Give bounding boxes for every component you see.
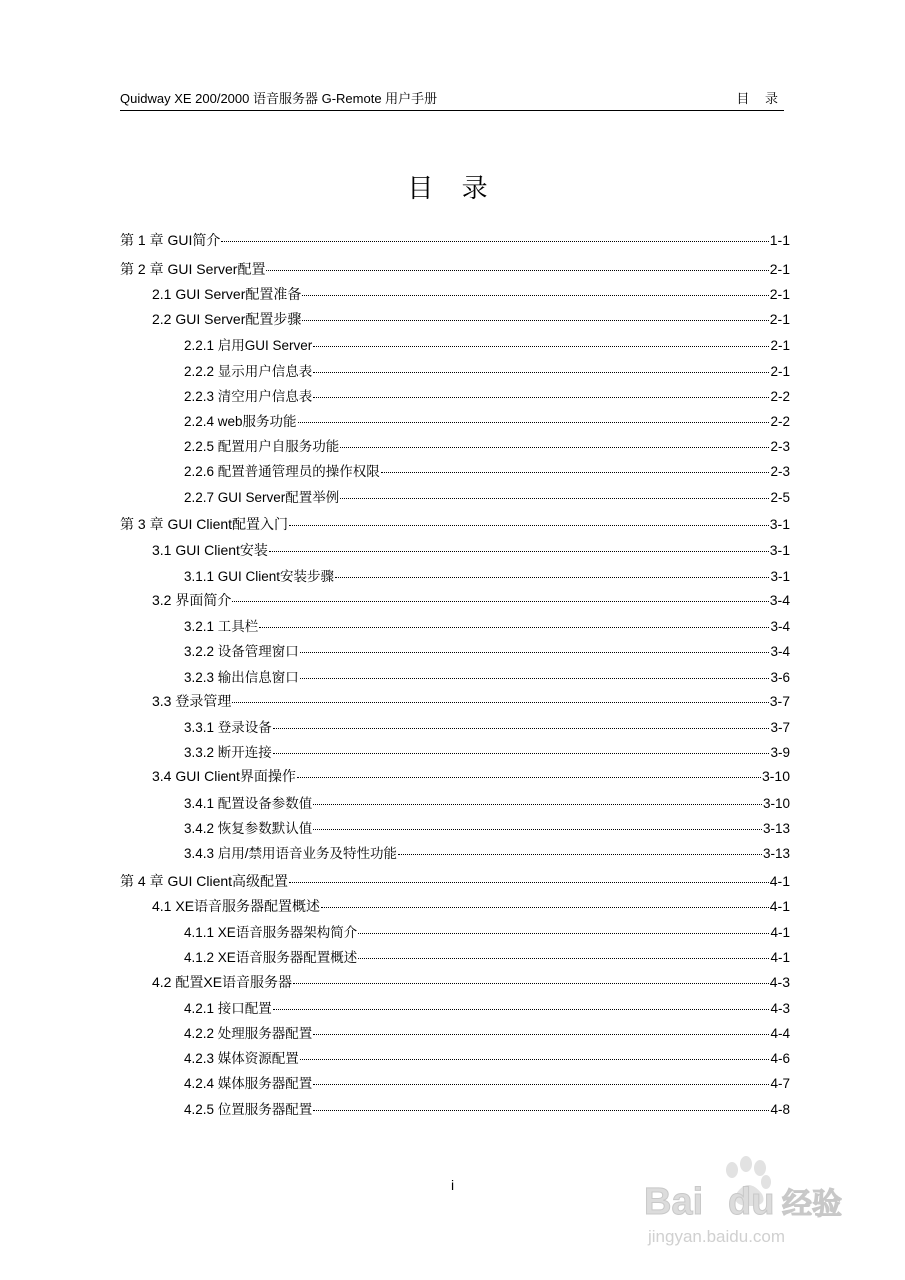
toc-entry-page: 4-3: [770, 1000, 790, 1016]
toc-dot-leader: [266, 270, 768, 271]
toc-entry[interactable]: [184, 565, 790, 585]
toc-entry-page: 4-1: [770, 925, 790, 941]
toc-entry-page: 4-1: [769, 898, 790, 914]
toc-entry[interactable]: [184, 1047, 790, 1067]
toc-entry-label: 3.3.2 断开连接: [184, 745, 272, 761]
toc-entry-label: 3.3 登录管理: [152, 692, 232, 709]
toc-entry-page: 2-1: [769, 286, 790, 302]
toc-entry-page: 3-7: [770, 720, 790, 735]
toc-entry-page: 3-4: [769, 592, 790, 608]
toc-entry[interactable]: [184, 486, 790, 506]
toc-entry-page: 3-4: [770, 644, 790, 660]
toc-entry-label: 3.2.1 工具栏: [184, 619, 259, 635]
toc-dot-leader: [297, 777, 761, 778]
toc-dot-leader: [269, 551, 769, 552]
toc-entry[interactable]: [184, 410, 790, 430]
toc-entry[interactable]: [184, 842, 790, 862]
toc-entry-page: 2-1: [769, 311, 790, 328]
toc-entry-page: 2-3: [770, 464, 790, 480]
toc-dot-leader: [289, 525, 769, 526]
toc-dot-leader: [340, 447, 769, 448]
toc-entry-label: 3.3.1 登录设备: [184, 720, 272, 735]
toc-entry-label: 4.2 配置XE语音服务器: [152, 973, 293, 990]
toc-dot-leader: [381, 472, 770, 473]
toc-entry[interactable]: [184, 615, 790, 635]
toc-dot-leader: [358, 933, 769, 934]
toc-entry-page: 3-1: [769, 516, 790, 533]
toc-entry-label: 4.2.1 接口配置: [184, 1000, 272, 1016]
page-header: [120, 88, 784, 111]
toc-entry-page: 2-1: [770, 338, 790, 354]
toc-entry-page: 1-1: [769, 232, 790, 248]
toc-entry-page: 2-1: [770, 363, 790, 379]
toc-entry-label: 3.4.2 恢复参数默认值: [184, 820, 313, 836]
toc-entry-label: 4.1 XE语音服务器配置概述: [152, 898, 321, 914]
toc-entry[interactable]: [152, 766, 790, 786]
toc-entry-page: 3-1: [770, 568, 790, 584]
toc-dot-leader: [221, 241, 768, 242]
toc-entry[interactable]: [184, 460, 790, 480]
toc-entry-label: 4.2.3 媒体资源配置: [184, 1051, 299, 1067]
toc-entry-label: 4.2.2 处理服务器配置: [184, 1026, 313, 1041]
toc-entry[interactable]: [120, 259, 790, 279]
toc-entry[interactable]: [120, 514, 790, 534]
toc-entry[interactable]: [184, 921, 790, 941]
toc-dot-leader: [298, 422, 770, 423]
toc-entry[interactable]: [184, 334, 790, 354]
toc-dot-leader: [273, 728, 770, 729]
toc-dot-leader: [300, 678, 770, 679]
toc-entry[interactable]: [152, 590, 790, 610]
toc-dot-leader: [313, 804, 762, 805]
toc-entry-label: 3.4 GUI Client界面操作: [152, 768, 296, 785]
toc-entry-label: 2.2 GUI Server配置步骤: [152, 311, 302, 328]
toc-entry[interactable]: [184, 360, 790, 380]
toc-dot-leader: [313, 346, 769, 347]
toc-dot-leader: [340, 498, 769, 499]
toc-entry-label: 第 3 章 GUI Client配置入门: [120, 516, 289, 533]
toc-entry[interactable]: [184, 716, 790, 736]
toc-entry-page: 4-8: [770, 1101, 790, 1117]
toc-entry[interactable]: [152, 972, 790, 992]
toc-entry[interactable]: [184, 640, 790, 660]
toc-entry-page: 3-4: [770, 619, 790, 635]
toc-entry[interactable]: [184, 997, 790, 1017]
toc-dot-leader: [313, 397, 769, 398]
toc-entry-label: 2.2.7 GUI Server配置举例: [184, 489, 340, 505]
toc-entry-label: 2.2.3 清空用户信息表: [184, 388, 313, 404]
toc-entry[interactable]: [184, 1022, 790, 1042]
toc-entry-page: 2-2: [770, 388, 790, 404]
toc-entry-label: 第 2 章 GUI Server配置: [120, 260, 266, 277]
toc-entry[interactable]: [184, 741, 790, 761]
svg-text:du: du: [728, 1181, 775, 1223]
page-number: i: [450, 1177, 455, 1193]
toc-entry[interactable]: [184, 435, 790, 455]
toc-entry-page: 4-1: [769, 872, 790, 889]
toc-entry-page: 2-1: [769, 260, 790, 277]
toc-entry-page: 4-7: [770, 1076, 790, 1092]
toc-entry[interactable]: [184, 666, 790, 686]
toc-entry-label: 2.2.6 配置普通管理员的操作权限: [184, 464, 380, 480]
toc-entry-label: 4.2.4 媒体服务器配置: [184, 1076, 313, 1092]
toc-entry-page: 3-1: [769, 541, 790, 558]
svg-text:Bai: Bai: [644, 1181, 704, 1223]
toc-entry[interactable]: [152, 309, 790, 329]
toc-dot-leader: [273, 1009, 770, 1010]
toc-entry-label: 3.4.3 启用/禁用语音业务及特性功能: [184, 846, 398, 861]
toc-entry-label: 2.2.1 启用GUI Server: [184, 338, 313, 354]
toc-entry[interactable]: [152, 896, 790, 916]
toc-entry[interactable]: [184, 385, 790, 405]
toc-entry-page: 3-13: [762, 846, 790, 861]
toc-entry-page: 3-6: [770, 669, 790, 685]
toc-entry-label: 3.4.1 配置设备参数值: [184, 795, 313, 811]
toc-entry-page: 3-9: [770, 745, 790, 761]
svg-text:经验: 经验: [782, 1187, 842, 1222]
toc-dot-leader: [302, 320, 768, 321]
toc-entry-page: 4-4: [770, 1026, 790, 1041]
toc-entry-label: 3.2.2 设备管理窗口: [184, 644, 299, 660]
baidu-jingyan-watermark: [640, 1150, 860, 1250]
toc-dot-leader: [335, 577, 769, 578]
toc-entry[interactable]: [152, 691, 790, 711]
toc-entry-page: 3-10: [761, 768, 790, 785]
toc-entry-label: 第 1 章 GUI简介: [120, 232, 221, 248]
toc-entry[interactable]: [152, 540, 790, 560]
toc-dot-leader: [273, 753, 770, 754]
toc-entry-label: 4.1.2 XE语音服务器配置概述: [184, 950, 358, 966]
toc-entry[interactable]: [184, 792, 790, 812]
toc-entry-page: 4-1: [770, 950, 790, 966]
toc-entry[interactable]: [120, 871, 790, 891]
toc-entry[interactable]: [184, 946, 790, 966]
toc-dot-leader: [293, 983, 769, 984]
toc-entry-label: 2.2.4 web服务功能: [184, 414, 297, 429]
toc-entry-label: 2.1 GUI Server配置准备: [152, 286, 302, 302]
toc-entry-page: 3-10: [762, 795, 790, 811]
toc-dot-leader: [313, 372, 769, 373]
header-title: Quidway XE 200/2000 语音服务器 G-Remote 用户手册: [120, 91, 438, 106]
toc-entry-label: 3.2 界面简介: [152, 592, 232, 608]
toc-entry[interactable]: [120, 230, 790, 250]
toc-entry-page: 2-5: [770, 489, 790, 505]
toc-dot-leader: [232, 702, 768, 703]
toc-dot-leader: [358, 958, 769, 959]
toc-entry-page: 4-3: [769, 973, 790, 990]
svg-text:jingyan.baidu.com: jingyan.baidu.com: [648, 1227, 786, 1246]
toc-entry-label: 3.1.1 GUI Client安装步骤: [184, 568, 335, 584]
toc-entry-label: 2.2.2 显示用户信息表: [184, 363, 313, 379]
toc-entry-label: 4.1.1 XE语音服务器架构简介: [184, 925, 358, 941]
toc-dot-leader: [289, 882, 769, 883]
toc-dot-leader: [321, 907, 769, 908]
toc-entry-page: 4-6: [770, 1051, 790, 1067]
page-title: 目 录: [407, 174, 498, 204]
toc-entry[interactable]: [184, 817, 790, 837]
toc-entry-page: 2-2: [770, 414, 790, 429]
toc-dot-leader: [313, 829, 762, 830]
toc-dot-leader: [302, 295, 768, 296]
header-section: 目 录: [736, 91, 784, 106]
toc-dot-leader: [232, 601, 768, 602]
toc-entry[interactable]: [152, 284, 790, 304]
toc-entry-page: 2-3: [770, 439, 790, 455]
toc-entry-label: 2.2.5 配置用户自服务功能: [184, 439, 340, 455]
toc-dot-leader: [300, 1059, 770, 1060]
toc-entry-page: 3-7: [769, 692, 790, 709]
toc-entry[interactable]: [184, 1072, 790, 1092]
toc-entry-label: 3.1 GUI Client安装: [152, 541, 268, 558]
toc-dot-leader: [313, 1034, 769, 1035]
toc-entry-label: 4.2.5 位置服务器配置: [184, 1101, 313, 1117]
toc-dot-leader: [313, 1084, 769, 1085]
toc-entry-page: 3-13: [762, 820, 790, 836]
toc-entry-label: 3.2.3 输出信息窗口: [184, 669, 299, 685]
toc-dot-leader: [313, 1110, 769, 1111]
toc-entry-label: 第 4 章 GUI Client高级配置: [120, 872, 289, 889]
toc-entry[interactable]: [184, 1098, 790, 1118]
toc-dot-leader: [300, 652, 770, 653]
toc-dot-leader: [398, 854, 762, 855]
toc-dot-leader: [259, 627, 769, 628]
